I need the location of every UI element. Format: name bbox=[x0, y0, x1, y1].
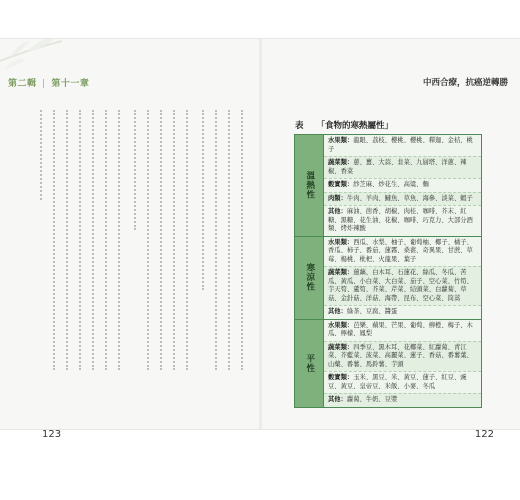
text-column bbox=[66, 110, 70, 370]
book-gutter bbox=[259, 39, 262, 429]
row-category: 肉類： bbox=[328, 194, 347, 202]
row-foods: 紗芝麻、炒花生、高粱、麵 bbox=[353, 181, 429, 188]
text-column bbox=[173, 110, 177, 370]
table-label: 表 bbox=[295, 121, 304, 131]
table-group bbox=[295, 135, 481, 236]
row-category: 水果類： bbox=[328, 137, 354, 144]
text-column bbox=[186, 110, 190, 370]
page-number-left: 123 bbox=[42, 429, 62, 440]
table-row bbox=[324, 320, 481, 341]
page-number-right: 122 bbox=[474, 429, 494, 440]
left-page-body bbox=[36, 110, 256, 386]
text-column bbox=[53, 110, 57, 370]
table-row bbox=[324, 393, 481, 407]
table-row bbox=[324, 192, 481, 206]
row-category: 水果類： bbox=[328, 238, 354, 246]
row-category: 其他： bbox=[328, 396, 347, 403]
table-caption: 「食物的寒熱屬性」 bbox=[316, 121, 393, 131]
table-row bbox=[324, 371, 481, 393]
running-header-right: 中西合療，抗癌逆轉勝 bbox=[422, 78, 508, 88]
text-column bbox=[40, 110, 44, 200]
text-column bbox=[147, 110, 151, 370]
text-column bbox=[105, 110, 109, 370]
group-label-cell bbox=[295, 135, 324, 236]
row-category: 穀實類： bbox=[328, 374, 354, 381]
table-group bbox=[295, 319, 481, 407]
text-column bbox=[118, 110, 122, 370]
table-row bbox=[324, 178, 481, 192]
text-column bbox=[79, 110, 83, 370]
table-row bbox=[324, 305, 481, 319]
row-foods: 麻油、茴香、胡椒、肉桂、咖啡、芥末、紅糖、黑糖、花生油、花椒、咖啡、巧克力、大部分酒類、烤炸辣酸 bbox=[328, 208, 473, 232]
group-label-cell bbox=[295, 320, 324, 407]
text-column bbox=[202, 110, 206, 290]
row-foods: 西瓜、水梨、柚子、葡萄柚、椰子、橘子、香瓜、柿子、番茄、蓮霧、桑葚、奇異果、甘蔗、草莓、楊桃、枇杷、火龍果、葉子 bbox=[328, 238, 473, 263]
running-header-left bbox=[8, 76, 89, 89]
group-rows bbox=[324, 237, 481, 319]
table-row bbox=[324, 237, 481, 267]
table-title bbox=[295, 119, 393, 131]
group-label-cell bbox=[295, 237, 324, 319]
group-label: 溫熱性 bbox=[304, 171, 315, 200]
text-column bbox=[228, 110, 232, 370]
row-foods: 四季豆、黑木耳、花椰菜、紅蘿蔔、青江菜、芥藍菜、菠菜、高麗菜、蓮子、香菇、番薯葉、山藥、番薯、馬鈴薯、芋頭 bbox=[328, 343, 473, 368]
table-row bbox=[324, 156, 481, 178]
row-category: 蔬菜類： bbox=[328, 343, 354, 351]
group-rows bbox=[324, 320, 481, 407]
row-category: 其他： bbox=[328, 308, 347, 315]
table-row bbox=[324, 341, 481, 372]
food-property-table bbox=[294, 134, 482, 408]
row-category: 蔬菜類： bbox=[328, 269, 354, 276]
group-rows bbox=[324, 135, 481, 236]
row-category: 其他： bbox=[328, 208, 347, 215]
row-foods: 蔥、薑、大蒜、韭菜、九層塔、洋蔥、辣椒、香菜 bbox=[328, 159, 467, 175]
text-column bbox=[134, 110, 138, 230]
row-category: 水果類： bbox=[328, 321, 354, 329]
group-label: 平性 bbox=[304, 353, 315, 373]
table-row bbox=[324, 135, 481, 156]
table-group bbox=[295, 236, 481, 319]
row-foods: 芭樂、蘋果、芒果、葡萄、柳橙、梅子、木瓜、檸檬、鳳梨 bbox=[328, 321, 473, 337]
text-column bbox=[160, 110, 164, 370]
row-foods: 龍眼、荔枝、櫻桃、櫻桃、釋迦、金桔、桃子 bbox=[328, 137, 473, 153]
text-column bbox=[215, 110, 219, 370]
row-foods: 玉米、黑豆、米、黃豆、蓮子、紅豆、豌豆、黃豆、皇帝豆、米飯、小麥、冬瓜 bbox=[328, 374, 467, 390]
part-label: 第二輯 bbox=[8, 79, 37, 89]
row-foods: 綠茶、豆腐、醬蛋 bbox=[346, 308, 398, 315]
group-label: 寒涼性 bbox=[304, 263, 315, 292]
header-separator: | bbox=[42, 79, 46, 89]
chapter-label: 第十一章 bbox=[51, 79, 90, 89]
row-category: 穀實類： bbox=[328, 181, 354, 188]
leaf-decoration-icon bbox=[0, 39, 90, 99]
row-category: 蔬菜類： bbox=[328, 159, 354, 166]
text-column bbox=[241, 110, 245, 370]
row-foods: 蘿蔔、牛奶、豆漿 bbox=[346, 396, 398, 403]
table-row bbox=[324, 266, 481, 305]
row-foods: 蓮藕、白木耳、石蓮花、絲瓜、冬瓜、苦瓜、黃瓜、小白菜、大白菜、茄子、空心菜、竹筍、芋天筍、蘆筍、芥菜、芹菜、結頭菜、白蘿蔔、草菇、金針菇、洋菇、海帶、昆布、空心菜、筒蒿 bbox=[328, 269, 473, 302]
row-foods: 牛肉、羊肉、鰱魚、草魚、海參、淡菜、蝦子 bbox=[346, 194, 473, 202]
text-column bbox=[92, 110, 96, 370]
table-row bbox=[324, 205, 481, 236]
